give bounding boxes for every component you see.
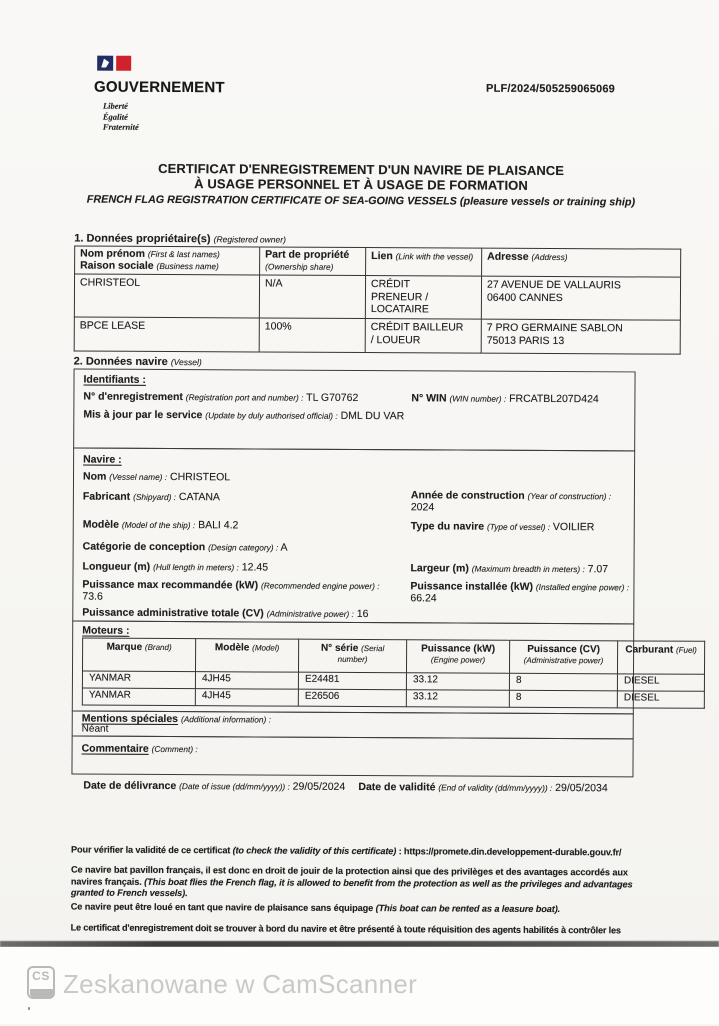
col-cv-fr: Puissance (CV): [516, 644, 611, 655]
section-2-heading: [74, 355, 202, 368]
date-of-validity-field: [358, 781, 607, 794]
length-label-en: (Hull length in meters) :: [153, 562, 239, 572]
year-label-fr: Année de construction: [411, 489, 525, 502]
title-subtitle-en: FRENCH FLAG REGISTRATION CERTIFICATE OF SEA-GOING VESSELS (pleasure vessels or training ship): [1, 193, 719, 209]
col-kw-en: (Engine power): [413, 654, 503, 665]
comment-box: [71, 735, 633, 777]
mentions-label-en: (Additional information) :: [181, 714, 271, 724]
special-mentions-field: [82, 713, 271, 726]
french-flag-icon: [97, 56, 131, 71]
shipyard-label-en: (Shipyard) :: [133, 492, 176, 502]
col-name-en: (First & last names): [148, 249, 220, 259]
rental-paragraph: [71, 901, 653, 916]
registration-label-fr: N° d'enregistrement: [83, 391, 183, 404]
owner-name-cell: BPCE LEASE: [74, 317, 259, 352]
type-label-en: (Type of vessel) :: [487, 522, 550, 532]
model-label-fr: Modèle: [83, 519, 119, 531]
engine-cv-cell: 8: [509, 690, 617, 708]
max-power-label-en: (Recommended engine power) :: [261, 580, 380, 591]
owner-address-cell: 7 PRO GERMAINE SABLON 75013 PARIS 13: [481, 319, 680, 354]
engine-serial-cell: E26506: [298, 689, 406, 707]
max-power-label-fr: Puissance max recommandée (kW): [82, 579, 258, 592]
onboard-requirement-paragraph: Le certificat d'enregistrement doit se trouver à bord du navire et être présenté à toute réquisition des agents habilités à contrôler les: [71, 922, 653, 937]
col-name2-fr: Raison sociale: [80, 259, 154, 271]
engines-col-model: [195, 639, 298, 673]
admin-power-label-fr: Puissance administrative totale (CV): [82, 607, 264, 620]
engine-cv-cell: 8: [509, 673, 617, 691]
admin-power-value: 16: [357, 608, 369, 620]
section-2-heading-fr: 2. Données navire: [74, 355, 168, 367]
col-brand-fr: Marque: [107, 642, 143, 653]
engine-kw-cell: 33.12: [406, 673, 509, 691]
registration-label-en: (Registration port and number) :: [186, 392, 304, 403]
installed-power-label-fr: Puissance installée (kW): [410, 580, 533, 593]
issue-date-value: 29/05/2024: [293, 781, 346, 793]
shipyard-value: CATANA: [179, 491, 220, 503]
engine-model-cell: 4JH45: [195, 689, 298, 707]
owner-row: [74, 274, 680, 320]
camscanner-logo-icon: [27, 966, 55, 999]
win-label-en: (WIN number) :: [449, 393, 506, 403]
max-power-value: 73.6: [82, 591, 417, 605]
flag-red-icon: [116, 56, 131, 71]
motto-egalite: Égalité: [103, 111, 139, 122]
camscanner-watermark-bar: [0, 947, 719, 1024]
length-value: 12.45: [242, 561, 268, 573]
win-value: FRCATBL207D424: [509, 393, 599, 405]
verification-text-en: (to check the validity of this certificate): [233, 845, 397, 856]
engines-header-row: [82, 638, 704, 674]
breadth-label-en: (Maximum breadth in meters) :: [472, 564, 585, 575]
updated-by-label-fr: Mis à jour par le service: [83, 409, 202, 422]
identifiers-box: [73, 368, 635, 451]
verification-url: : https://promete.din.developpement-durable.gouv.fr/: [399, 846, 622, 857]
col-fuel-fr: Carburant: [625, 644, 673, 655]
republic-motto: [103, 101, 139, 133]
title-line-2: À USAGE PERSONNEL ET À USAGE DE FORMATION: [2, 176, 719, 194]
category-label-en: (Design category) :: [208, 542, 278, 552]
shipyard-label-fr: Fabricant: [83, 491, 130, 503]
flag-blue-marianne-icon: [97, 56, 113, 71]
verification-text-fr: Pour vérifier la validité de ce certificat: [71, 844, 230, 855]
flag-text-fr: Ce navire bat pavillon français, il est donc en droit de jouir de la protection ainsi que des privilèges et des avantages accordés aux navires français.: [71, 864, 628, 886]
owner-share-cell: N/A: [259, 275, 365, 319]
owners-header-row: [75, 246, 681, 277]
date-of-issue-field: [83, 780, 345, 793]
engines-table: [82, 638, 705, 709]
engines-col-brand: [82, 638, 195, 672]
engine-serial-cell: E24481: [298, 672, 406, 690]
camscanner-watermark-label: Zeskanowane w CamScanner: [63, 969, 417, 1000]
col-fuel-en: (Fuel): [676, 646, 697, 655]
design-category-field: [83, 541, 288, 554]
vessel-name-label-fr: Nom: [83, 471, 106, 483]
engines-col-kw: [406, 640, 509, 674]
col-cv-en: (Administrative power): [516, 655, 611, 666]
engine-kw-cell: 33.12: [406, 690, 509, 708]
validity-label-en: (End of validity (dd/mm/yyyy)) :: [438, 782, 552, 793]
vessel-type-field: [411, 520, 595, 533]
model-field: [83, 519, 239, 532]
col-link-en: (Link with the vessel): [396, 251, 474, 261]
verification-paragraph: [71, 844, 653, 859]
comment-label-en: (Comment) :: [152, 744, 198, 754]
motto-fraternite: Fraternité: [103, 122, 139, 133]
col-model-fr: Modèle: [215, 642, 250, 653]
comment-field: [82, 743, 198, 756]
owner-name-cell: CHRISTEOL: [74, 274, 259, 318]
engine-model-cell: 4JH45: [195, 672, 298, 690]
updated-by-value: DML DU VAR: [341, 410, 405, 422]
owners-col-address: [482, 248, 681, 277]
win-number-field: [411, 392, 598, 405]
col-addr-en: (Address): [532, 252, 568, 262]
model-value: BALI 4.2: [198, 519, 238, 531]
registration-number-field: [83, 391, 358, 404]
engines-box: [72, 620, 634, 714]
col-link-fr: Lien: [371, 250, 393, 262]
col-brand-en: (Brand): [145, 643, 172, 652]
french-flag-paragraph: [71, 864, 653, 902]
owners-col-share: [260, 247, 366, 276]
updated-by-label-en: (Update by duly authorised official) :: [205, 410, 337, 421]
col-share-en: (Ownership share): [265, 261, 333, 271]
comment-label-fr: Commentaire: [82, 743, 149, 755]
section-1-heading-fr: 1. Données propriétaire(s): [74, 233, 210, 246]
validity-label-fr: Date de validité: [358, 781, 435, 793]
type-value: VOILIER: [553, 521, 594, 533]
owners-col-link: [366, 248, 482, 277]
motto-liberte: Liberté: [103, 101, 139, 112]
issue-label-en: (Date of issue (dd/mm/yyyy)) :: [179, 781, 290, 792]
col-addr-fr: Adresse: [487, 251, 529, 263]
vessel-name-field: [83, 471, 230, 484]
vessel-name-label-en: (Vessel name) :: [109, 472, 167, 482]
installed-power-value: 66.24: [410, 592, 632, 605]
identifiers-heading: Identifiants :: [83, 374, 145, 386]
engines-col-cv: [509, 640, 617, 674]
camscanner-logo-bar: [30, 989, 53, 997]
updated-by-service-field: [83, 409, 428, 423]
model-label-en: (Model of the ship) :: [122, 520, 195, 530]
engine-row: [82, 688, 704, 708]
owner-row: [74, 317, 680, 354]
length-label-fr: Longueur (m): [83, 561, 151, 573]
section-1-heading-en: (Registered owner): [214, 234, 286, 244]
registration-value: TL G70762: [306, 392, 358, 404]
special-mentions-value: Néant: [82, 724, 109, 735]
administrative-power-field: [82, 607, 368, 620]
document-title: [1, 161, 719, 209]
shipyard-field: [83, 491, 220, 504]
section-2-heading-en: (Vessel): [171, 357, 202, 367]
admin-power-label-en: (Administrative power) :: [267, 609, 354, 619]
engines-col-fuel: [617, 641, 704, 674]
year-value: 2024: [411, 501, 633, 514]
col-name-fr: Nom prénom: [80, 248, 145, 260]
engine-brand-cell: YANMAR: [82, 671, 195, 689]
breadth-label-fr: Largeur (m): [411, 562, 469, 574]
type-label-fr: Type du navire: [411, 520, 484, 532]
vessel-heading: Navire :: [83, 454, 122, 466]
gouvernement-wordmark: GOUVERNEMENT: [94, 79, 225, 97]
engines-heading: Moteurs :: [82, 625, 129, 637]
col-model-en: (Model): [252, 643, 279, 652]
engine-brand-cell: YANMAR: [82, 688, 195, 706]
col-kw-fr: Puissance (kW): [413, 643, 503, 654]
breadth-value: 7.07: [588, 563, 609, 575]
engine-fuel-cell: DIESEL: [617, 691, 704, 708]
vessel-name-value: CHRISTEOL: [170, 471, 230, 483]
col-share-fr: Part de propriété: [265, 249, 349, 261]
installed-power-label-en: (Installed engine power) :: [536, 582, 629, 592]
max-recommended-power-field: [82, 579, 417, 605]
year-label-en: (Year of construction) :: [528, 491, 612, 501]
rental-text-fr: Ce navire peut être loué en tant que navire de plaisance sans équipage: [71, 901, 373, 913]
category-label-fr: Catégorie de conception: [83, 541, 206, 554]
flag-text-en: (This boat flies the French flag, it is allowed to benefit from the protection as well as the privileges and advantages granted to French vessels).: [71, 876, 633, 898]
rental-text-en: (This boat can be rented as a leasure boat).: [376, 903, 561, 914]
col-name2-en: (Business name): [157, 260, 219, 270]
mentions-label-fr: Mentions spéciales: [82, 713, 178, 726]
vessel-box: [72, 447, 635, 624]
col-serial-fr: N° série: [321, 643, 358, 654]
camscanner-logo-letters: CS: [29, 969, 53, 983]
owners-table: [74, 246, 682, 355]
section-1-heading: [74, 233, 286, 246]
engine-fuel-cell: DIESEL: [617, 674, 704, 691]
year-of-construction-field: [411, 489, 633, 514]
issue-label-fr: Date de délivrance: [83, 780, 176, 792]
win-label-fr: N° WIN: [411, 392, 446, 404]
validity-date-value: 29/05/2034: [555, 782, 608, 794]
title-line-1: CERTIFICAT D'ENREGISTREMENT D'UN NAVIRE DE PLAISANCE: [2, 161, 719, 179]
owner-address-cell: 27 AVENUE DE VALLAURIS 06400 CANNES: [481, 276, 680, 320]
installed-power-field: [410, 580, 632, 605]
scan-artifact-dot: [28, 1007, 30, 1010]
breadth-field: [411, 562, 609, 575]
engines-col-serial: [298, 639, 406, 673]
col-serial-en: (Serial number): [338, 644, 385, 664]
owners-col-name: [75, 246, 260, 275]
owner-share-cell: 100%: [259, 318, 365, 353]
category-value: A: [281, 542, 288, 554]
hull-length-field: [83, 561, 269, 574]
owner-link-cell: CRÉDIT PRENEUR / LOCATAIRE: [365, 276, 481, 320]
owner-link-cell: CRÉDIT BAILLEUR / LOUEUR: [365, 319, 481, 354]
certificate-reference-number: PLF/2024/505259065069: [486, 83, 615, 96]
